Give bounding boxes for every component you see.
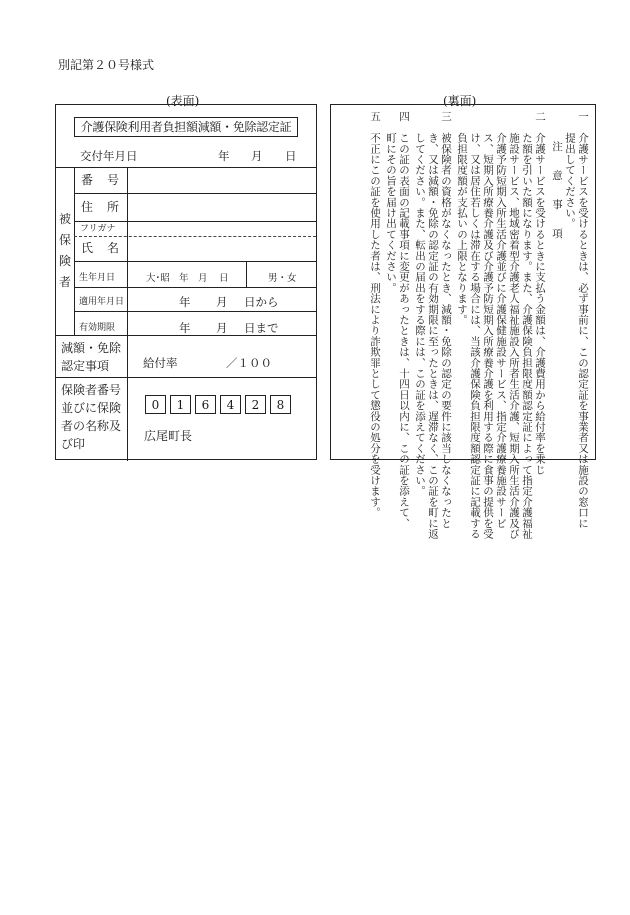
number-label: 番 号 [81, 173, 121, 187]
certificate-front [55, 104, 317, 460]
form-number-label: 別記第２０号様式 [58, 58, 155, 72]
issue-year: 年 [218, 149, 230, 163]
insurer-number-digit: 2 [245, 395, 266, 414]
insurer-label-line2: 並びに保険 [61, 401, 122, 415]
insured-person-label: 被 保 険 者 [58, 212, 71, 289]
insurer-label-line1: 保険者番号 [61, 383, 122, 397]
note-column: 負担限度額が支払いの上限となります。 [456, 111, 468, 325]
furigana-label: フリガナ [80, 224, 116, 234]
note-column: 介護予防短期入所生活介護並びに介護保健施設サービス、指定介護療養施設サービ [495, 111, 507, 529]
note-column: 二 介護サービスを受けるときに支払う金額は、介護費用から給付率を乗じ [534, 111, 546, 475]
reduction-label-line2: 認定事項 [61, 359, 110, 373]
insurer-number-digit: 8 [270, 395, 291, 414]
note-column: 一 介護サービスを受けるときは、必ず事前に、この認定証を事業者又は施設の窓口に [577, 111, 589, 529]
note-column: 五 不正にこの証を使用した者は、刑法により詐欺罪として懲役の処分を受けます。 [369, 111, 381, 518]
reduction-label-line1: 減額・免除 [61, 341, 122, 355]
note-column: ス、短期入所療養介護及び介護予防短期入所療養介護を利用する際に食事の提供を受 [482, 111, 494, 539]
note-column: き、又は減額・免除の認定証の有効期限に至ったときは、遅滞なく、この証を町に返 [427, 111, 439, 539]
certificate-title: 介護保険利用者負担額減額・免除認定証 [74, 117, 298, 137]
insurer-number-digit: 0 [145, 395, 166, 414]
notes-title: 注 意 事 項 [551, 141, 563, 243]
birth-month: 月 [198, 273, 208, 284]
name-label: 氏 名 [81, 241, 121, 255]
applied-date-label: 適用年月日 [79, 297, 125, 307]
birthdate-label: 生年月日 [79, 273, 116, 283]
certificate-back [330, 104, 596, 539]
applied-suffix: 日から [244, 295, 279, 309]
insurer-number-digit: 1 [170, 395, 191, 414]
birth-era: 大･昭 [146, 273, 170, 284]
issue-day: 日 [285, 149, 297, 163]
divider [56, 167, 316, 168]
note-column: た額を引いた額になります。また、介護保険負担限度額認定証によって指定介護福祉 [521, 111, 533, 539]
birth-day: 日 [219, 273, 229, 284]
note-column: け、又は居住若しくは滞在する場合には、当該介護保険負担限度額認定証に記載する [469, 111, 481, 539]
note-column: 町にその旨を届け出てください。 [385, 111, 397, 293]
expiry-year: 年 [179, 321, 191, 335]
expiry-label: 有効期限 [79, 323, 116, 333]
expiry-suffix: 日まで [244, 321, 279, 335]
insurer-number-digit: 4 [220, 395, 241, 414]
expiry-month: 月 [216, 321, 228, 335]
note-column: 四 この証の表面の記載事項に変更があったときは、十四日以内に、この証を添えて、 [398, 111, 410, 529]
insurer-number-digit: 6 [195, 395, 216, 414]
issue-date-label: 交付年月日 [80, 149, 138, 163]
insurer-label-line3: 者の名称及 [61, 419, 122, 433]
insurer-label-line4: び印 [61, 437, 86, 451]
birth-year: 年 [179, 273, 189, 284]
benefit-rate-label: 給付率 [143, 356, 178, 370]
sex: 男・女 [268, 273, 297, 284]
note-column: してください。また、転出の届出をする際には、この証を添えてください。 [414, 111, 426, 497]
note-column: 提出してください。 [564, 111, 576, 229]
note-column: 三 被保険者の資格がなくなったとき、減額・免除の認定の要件に該当しなくなったと [440, 111, 452, 529]
applied-month: 月 [216, 295, 228, 309]
front-side-heading: (表面) [166, 94, 200, 108]
note-column: 施設サービス、地域密着型介護老人福祉施設入所者生活介護、短期入所生活介護及び [508, 111, 520, 539]
address-label: 住 所 [81, 200, 121, 214]
applied-year: 年 [179, 295, 191, 309]
insurer-name: 広尾町長 [144, 429, 193, 443]
back-side-heading: (裏面) [443, 94, 477, 108]
benefit-rate-value: ／１００ [226, 356, 272, 370]
issue-month: 月 [251, 149, 263, 163]
